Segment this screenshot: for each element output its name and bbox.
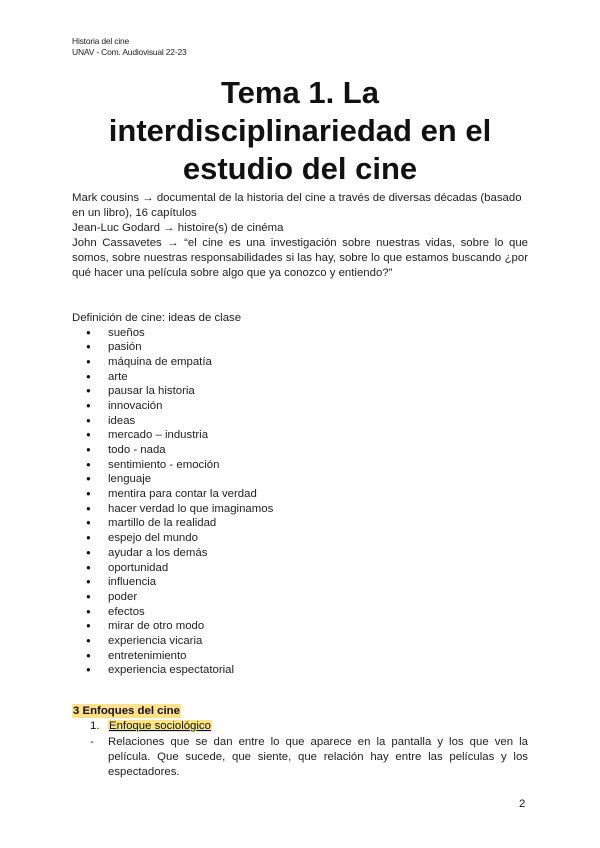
definition-list [72,326,273,679]
dash-item-text: Relaciones que se dan entre lo que aparece en la pantalla y los que ven la película. Que sucede, que siente, que relación hay entre las películas y los espectadores. [108,736,528,778]
intro-godard: Jean-Luc Godard → histoire(s) de cinéma [72,222,284,234]
definition-heading: Definición de cine: ideas de clase [72,312,242,324]
list-item: ● arte [72,370,273,385]
header-program: UNAV - Com. Audiovisual 22-23 [72,47,187,57]
document-header [72,36,187,58]
page-number: 2 [519,798,526,810]
list-item: ● innovación [72,399,273,414]
list-item: ● máquina de empatía [72,355,273,370]
page-title: Tema 1. La interdisciplinariedad en el estudio del cine [108,75,492,186]
dash-item [90,735,528,780]
sub-section-label: Enfoque sociológico [109,720,211,732]
list-item: ● espejo del mundo [72,531,273,546]
sub-section-number: 1. [90,720,100,732]
list-item: ● experiencia vicaria [72,634,273,649]
list-item: ● mirar de otro modo [72,619,273,634]
intro-block [72,191,528,281]
list-item: ● ideas [72,414,273,429]
section-heading: 3 Enfoques del cine [73,705,180,717]
intro-cassavetes: John Cassavetes → “el cine es una investigación sobre nuestras vidas, sobre lo que somos, sobre nuestras responsabilidades si las hay, sobre lo que estamos buscando ¿por qué hacer una película sobre algo que ya conozco y entiendo?” [72,237,528,279]
list-item: ● todo - nada [72,443,273,458]
list-item: ● poder [72,590,273,605]
list-item: ● entretenimiento [72,649,273,664]
header-course: Historia del cine [72,36,130,46]
sub-section-item [90,719,212,733]
list-item: ● mentira para contar la verdad [72,487,273,502]
list-item: ● sentimiento - emoción [72,458,273,473]
list-item: ● pasión [72,340,273,355]
list-item: ● pausar la historia [72,384,273,399]
list-item: ● mercado – industria [72,428,273,443]
list-item: ● efectos [72,605,273,620]
list-item: ● experiencia espectatorial [72,663,273,678]
list-item: ● oportunidad [72,561,273,576]
list-item: ● sueños [72,326,273,341]
dash-marker: - [90,736,94,748]
list-item: ● martillo de la realidad [72,516,273,531]
list-item: ● hacer verdad lo que imaginamos [72,502,273,517]
list-item: ● ayudar a los demás [72,546,273,561]
list-item: ● influencia [72,575,273,590]
intro-mark-cousins: Mark cousins → documental de la historia del cine a través de diversas décadas (basado en un libro), 16 capítulos [72,192,522,219]
list-item: ● lenguaje [72,472,273,487]
